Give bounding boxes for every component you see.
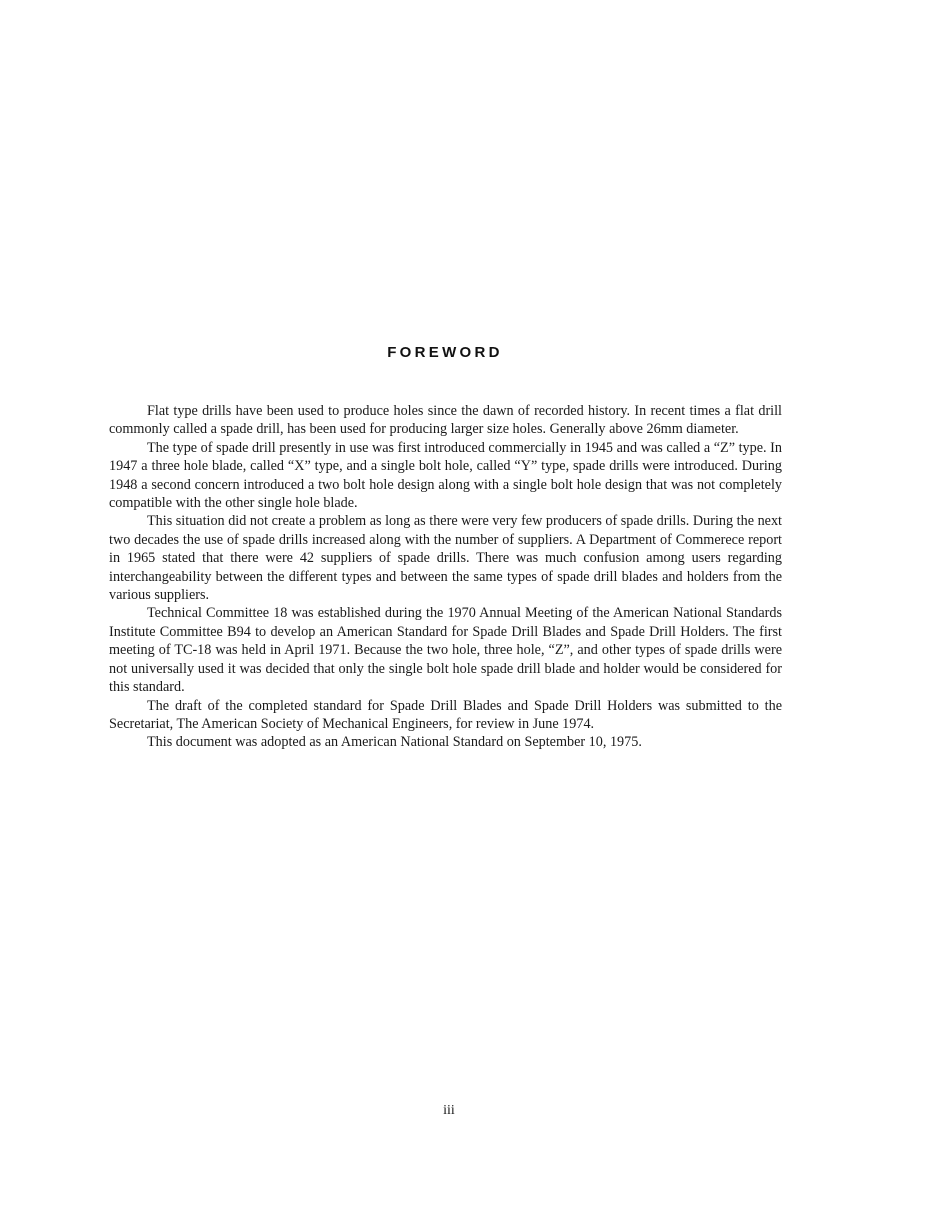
paragraph-1: Flat type drills have been used to produce holes since the dawn of recorded history. In recent times a flat drill commonly called a spade drill, has been used for producing larger size holes. Generally above 26mm diameter.	[109, 403, 782, 438]
paragraph-6: This document was adopted as an American National Standard on September 10, 1975.	[147, 734, 642, 751]
foreword-body	[109, 402, 782, 752]
page-title: FOREWORD	[387, 344, 503, 361]
paragraph-5: The draft of the completed standard for Spade Drill Blades and Spade Drill Holders was submitted to the Secretariat, The American Society of Mechanical Engineers, for review in June 1974.	[109, 697, 782, 732]
page-number: iii	[443, 1103, 455, 1118]
paragraph-2: The type of spade drill presently in use was first introduced commercially in 1945 and was called a “Z” type. In 1947 a three hole blade, called “X” type, and a single bolt hole, called “Y” type, spade drills were introduced. During 1948 a second concern introduced a two bolt hole design along with a single bolt hole design that was not completely compatible with the other single hole blade.	[109, 439, 782, 512]
paragraph-3: This situation did not create a problem as long as there were very few producers of spade drills. During the next two decades the use of spade drills increased along with the number of suppliers. A Department of Commerece report in 1965 stated that there were 42 suppliers of spade drills. There was much confusion among users regarding interchangeability between the different types and between the same types of spade drill blades and holders from the various suppliers.	[109, 513, 782, 604]
paragraph-4: Technical Committee 18 was established during the 1970 Annual Meeting of the American National Standards Institute Committee B94 to develop an American Standard for Spade Drill Blades and Spade Drill Holders. The first meeting of TC-18 was held in April 1971. Because the two hole, three hole, “Z”, and other types of spade drills were not universally used it was decided that only the single bolt hole spade drill blade and holder would be considered for this standard.	[109, 605, 782, 696]
